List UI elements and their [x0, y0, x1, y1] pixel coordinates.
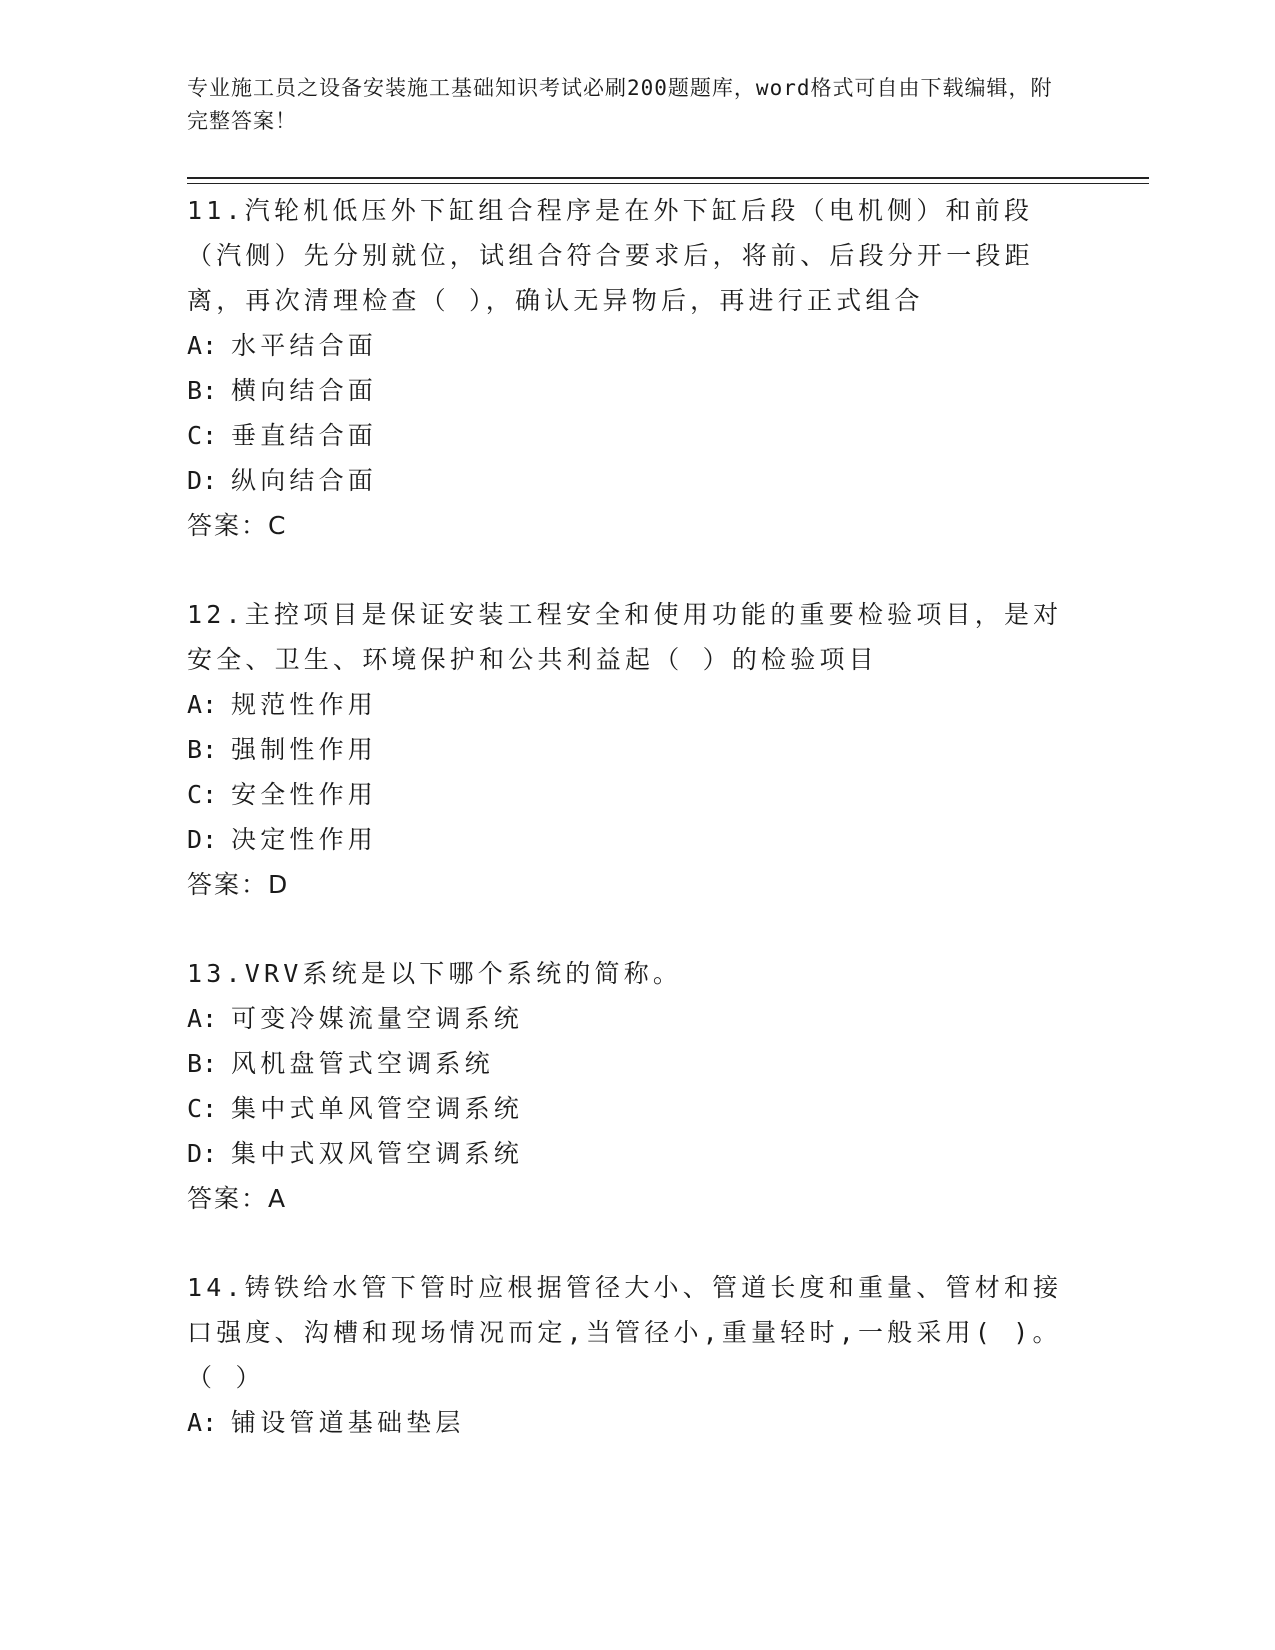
option-letter: A: — [187, 1004, 218, 1033]
option-d — [187, 817, 1077, 862]
option-b — [187, 368, 1077, 413]
option-d — [187, 1131, 1077, 1176]
option-a — [187, 682, 1077, 727]
question-text: 12.主控项目是保证安装工程安全和使用功能的重要检验项目，是对安全、卫生、环境保护和公共利益起（ ）的检验项目 — [187, 600, 1063, 674]
question-11 — [187, 188, 1077, 549]
header-divider-thin — [187, 183, 1149, 184]
option-text: 集中式单风管空调系统 — [231, 1094, 524, 1123]
document-header: 专业施工员之设备安装施工基础知识考试必刷200题题库，word格式可自由下载编辑，附完整答案！ — [187, 76, 1053, 133]
header-divider-thick — [187, 177, 1149, 179]
option-text: 强制性作用 — [231, 735, 378, 764]
option-text: 集中式双风管空调系统 — [231, 1139, 524, 1168]
option-letter: B: — [187, 376, 218, 405]
option-text: 规范性作用 — [231, 690, 378, 719]
option-c — [187, 413, 1077, 458]
question-list — [187, 188, 1077, 1488]
option-text: 垂直结合面 — [231, 421, 378, 450]
option-letter: B: — [187, 1049, 218, 1078]
option-text: 风机盘管式空调系统 — [231, 1049, 494, 1078]
option-text: 纵向结合面 — [231, 466, 378, 495]
question-text: 11.汽轮机低压外下缸组合程序是在外下缸后段（电机侧）和前段（汽侧）先分别就位，试组合符合要求后，将前、后段分开一段距离，再次清理检查（ ），确认无异物后，再进行正式组合 — [187, 196, 1034, 315]
answer-line: 答案：D — [187, 870, 290, 899]
option-text: 可变冷媒流量空调系统 — [231, 1004, 524, 1033]
option-letter: D: — [187, 1139, 218, 1168]
option-letter: B: — [187, 735, 218, 764]
answer-line: 答案：C — [187, 511, 288, 540]
option-a — [187, 996, 1077, 1041]
option-letter: A: — [187, 331, 218, 360]
option-letter: A: — [187, 690, 218, 719]
question-13 — [187, 951, 1077, 1222]
option-c — [187, 1086, 1077, 1131]
option-a — [187, 323, 1077, 368]
option-text: 铺设管道基础垫层 — [231, 1408, 465, 1437]
option-text: 横向结合面 — [231, 376, 378, 405]
option-text: 水平结合面 — [231, 331, 378, 360]
question-text: 14.铸铁给水管下管时应根据管径大小、管道长度和重量、管材和接口强度、沟槽和现场情况而定,当管径小,重量轻时,一般采用( )。（ ） — [187, 1273, 1063, 1392]
option-letter: D: — [187, 466, 218, 495]
option-text: 安全性作用 — [231, 780, 378, 809]
option-text: 决定性作用 — [231, 825, 378, 854]
option-b — [187, 727, 1077, 772]
option-letter: D: — [187, 825, 218, 854]
question-text: 13.VRV系统是以下哪个系统的简称。 — [187, 959, 683, 988]
option-a — [187, 1400, 1077, 1445]
option-letter: C: — [187, 1094, 218, 1123]
question-12 — [187, 592, 1077, 908]
option-letter: C: — [187, 780, 218, 809]
option-letter: C: — [187, 421, 218, 450]
question-14 — [187, 1265, 1077, 1445]
option-c — [187, 772, 1077, 817]
option-d — [187, 458, 1077, 503]
answer-line: 答案：A — [187, 1184, 288, 1213]
option-letter: A: — [187, 1408, 218, 1437]
option-b — [187, 1041, 1077, 1086]
